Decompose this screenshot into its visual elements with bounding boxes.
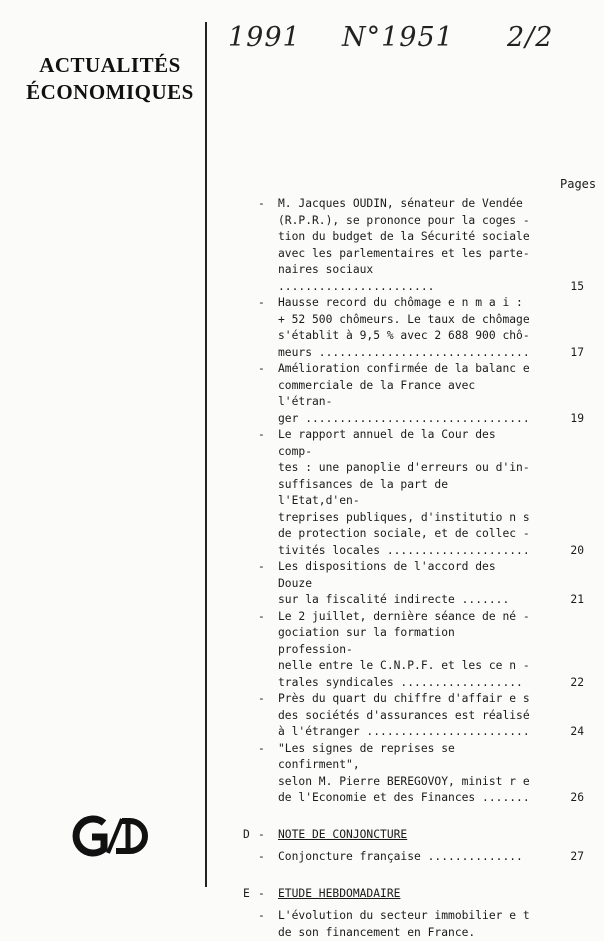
entry-text: M. Jacques OUDIN, sénateur de Vendée (R.P.R.), se prononce pour la coges - tion du budget de la Sécurité sociale avec les parlementaires et les parte- naires sociaux .......................	[278, 197, 530, 293]
handwritten-year: 1991	[228, 22, 301, 53]
entry-page-number: 27	[570, 850, 584, 863]
section-dash: -	[258, 827, 265, 841]
toc-entry	[0, 741, 604, 807]
entry-text: Les dispositions de l'accord des Douze sur la fiscalité indirecte .......	[278, 560, 510, 606]
entry-page-number: 21	[570, 593, 584, 606]
entry-dash: -	[258, 296, 265, 309]
section-letter: D	[243, 827, 250, 841]
entry-page-number: 24	[570, 725, 584, 738]
masthead-line-2: ÉCONOMIQUES	[26, 80, 194, 104]
entry-page-number: 19	[570, 411, 584, 425]
toc-entry	[0, 691, 604, 741]
entry-dash: -	[258, 609, 265, 623]
entry-text: Conjoncture française ..............	[278, 850, 523, 863]
entry-text: Le 2 juillet, dernière séance de né - gociation sur la formation profession- nelle entre le C.N.P.F. et les ce n - trales syndicales ..................	[278, 609, 530, 689]
toc-entry	[0, 295, 604, 361]
entry-page-number: 17	[570, 345, 584, 359]
section-letter: E	[243, 886, 250, 900]
entry-text: Amélioration confirmée de la balanc e commerciale de la France avec l'étran- ger .................................	[278, 362, 530, 425]
entry-dash: -	[258, 560, 265, 573]
toc-entry	[0, 559, 604, 609]
entry-dash: -	[258, 741, 265, 755]
gp-logo-icon	[64, 815, 156, 857]
entry-text: Hausse record du chômage e n m a i : + 52 500 chômeurs. Le taux de chômage s'établit à 9,5 % avec 2 688 900 chô- meurs ...............................	[278, 296, 530, 359]
masthead	[20, 52, 200, 106]
entry-dash: -	[258, 362, 265, 375]
section-dash: -	[258, 886, 265, 900]
entry-dash: -	[258, 692, 265, 705]
entry-dash: -	[258, 850, 265, 863]
handwritten-number: N°1951	[342, 22, 454, 53]
toc-entry	[0, 908, 604, 941]
entry-text: Près du quart du chiffre d'affair e s des sociétés d'assurances est réalisé à l'étranger ........................	[278, 692, 530, 738]
entry-page-number: 15	[570, 279, 584, 293]
entry-page-number: 22	[570, 675, 584, 689]
toc-entry	[0, 609, 604, 692]
entry-page-number: 20	[570, 543, 584, 557]
section-title: NOTE DE CONJONCTURE	[278, 827, 408, 841]
entry-text: "Les signes de reprises se confirment", selon M. Pierre BEREGOVOY, minist r e de l'Economie et des Finances .......	[278, 741, 530, 804]
entry-dash: -	[258, 909, 265, 922]
entry-dash: -	[258, 428, 265, 441]
handwritten-part: 2/2	[507, 22, 554, 53]
toc-entry	[0, 196, 604, 295]
toc-entry	[0, 361, 604, 427]
entry-page-number: 26	[570, 791, 584, 804]
toc-entry	[0, 427, 604, 559]
entry-text: Le rapport annuel de la Cour des comp- tes : une panoplie d'erreurs ou d'in- suffisances de la part de l'Etat,d'en- treprises publiques, d'institutio n s de protection sociale, et de collec - tivités locales .....................	[278, 428, 530, 557]
pages-header: Pages	[560, 177, 597, 191]
entry-text: L'évolution du secteur immobilier e t de son financement en France.	[278, 909, 530, 939]
masthead-line-1: ACTUALITÉS	[39, 53, 181, 77]
section-title: ETUDE HEBDOMADAIRE	[278, 886, 401, 900]
entry-dash: -	[258, 197, 265, 210]
publisher-logo	[64, 815, 156, 861]
